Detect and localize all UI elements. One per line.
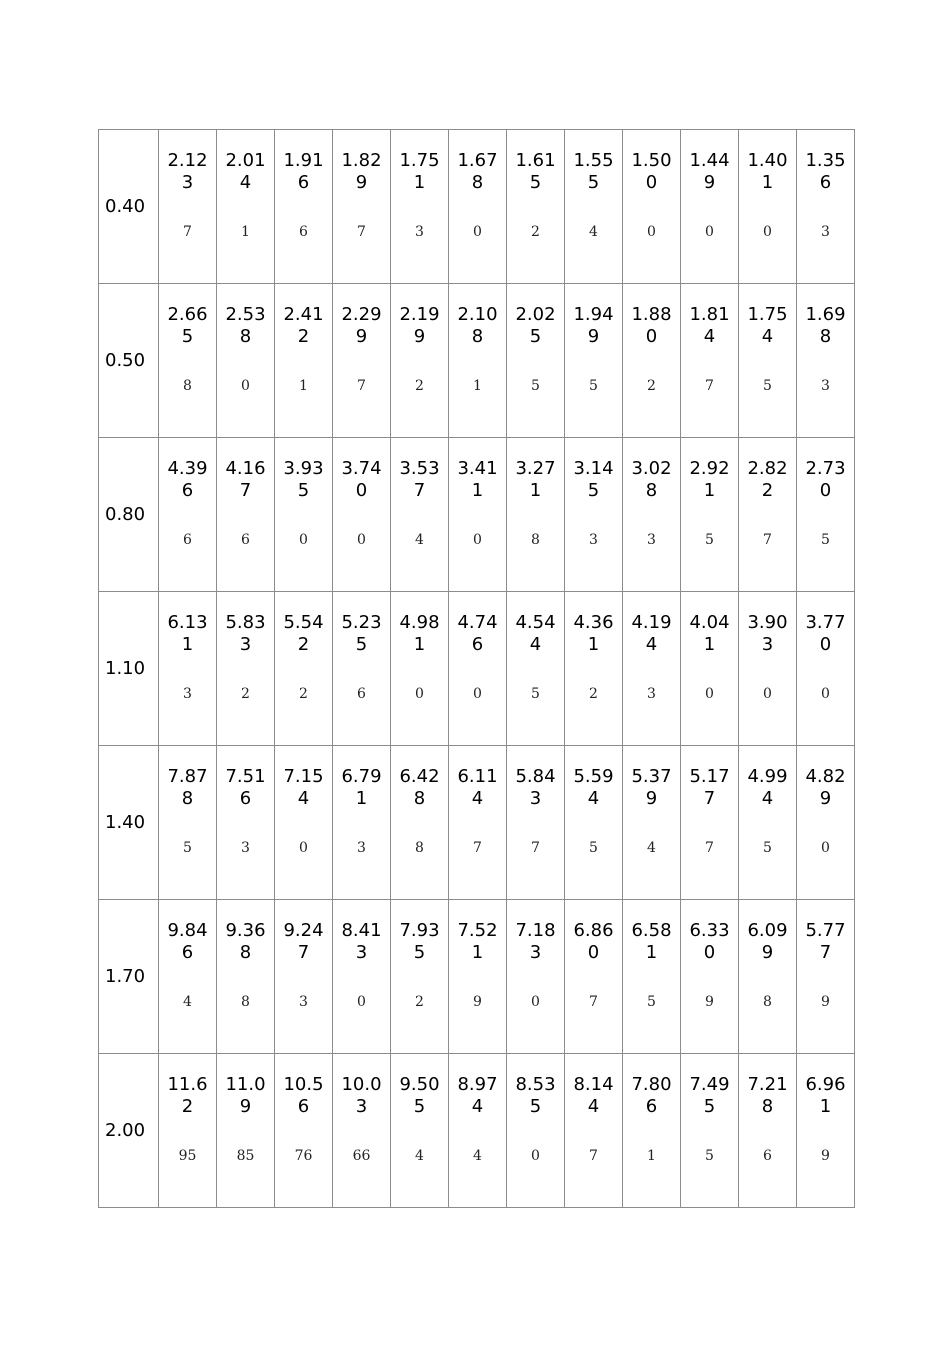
table-cell	[507, 130, 565, 284]
cell-subvalue: 5	[589, 840, 598, 856]
table-cell	[275, 438, 333, 592]
cell-value: 3.145	[573, 458, 614, 501]
table-cell	[797, 438, 855, 592]
row-label: 1.70	[99, 900, 159, 1054]
table-cell	[391, 438, 449, 592]
cell-value: 3.411	[457, 458, 498, 501]
table-body	[99, 130, 855, 1208]
cell-subvalue: 0	[705, 686, 714, 702]
table-cell	[391, 592, 449, 746]
table-cell	[797, 1054, 855, 1208]
cell-value: 3.903	[747, 612, 788, 655]
cell-value: 4.829	[805, 766, 846, 809]
cell-subvalue: 1	[241, 224, 250, 240]
cell-subvalue: 6	[241, 532, 250, 548]
cell-subvalue: 0	[357, 532, 366, 548]
cell-value: 6.581	[631, 920, 672, 963]
cell-subvalue: 3	[299, 994, 308, 1010]
cell-subvalue: 7	[705, 378, 714, 394]
table-cell	[623, 746, 681, 900]
table-cell	[449, 900, 507, 1054]
cell-value: 6.330	[689, 920, 730, 963]
cell-value: 5.594	[573, 766, 614, 809]
table-cell	[275, 592, 333, 746]
cell-value: 1.401	[747, 150, 788, 193]
cell-value: 11.62	[167, 1074, 208, 1117]
cell-subvalue: 3	[183, 686, 192, 702]
table-cell	[623, 1054, 681, 1208]
cell-subvalue: 0	[821, 840, 830, 856]
cell-subvalue: 95	[178, 1148, 197, 1164]
cell-value: 4.194	[631, 612, 672, 655]
table-cell	[797, 592, 855, 746]
table-cell	[681, 130, 739, 284]
table-cell	[275, 284, 333, 438]
table-cell	[565, 592, 623, 746]
cell-value: 3.537	[399, 458, 440, 501]
table-cell	[681, 592, 739, 746]
cell-value: 2.665	[167, 304, 208, 347]
cell-value: 1.555	[573, 150, 614, 193]
table-cell	[739, 438, 797, 592]
cell-value: 1.678	[457, 150, 498, 193]
table-row	[99, 900, 855, 1054]
cell-value: 5.235	[341, 612, 382, 655]
table-row	[99, 284, 855, 438]
cell-value: 8.413	[341, 920, 382, 963]
cell-subvalue: 0	[531, 994, 540, 1010]
cell-subvalue: 4	[647, 840, 656, 856]
table-cell	[449, 746, 507, 900]
table-cell	[217, 900, 275, 1054]
table-cell	[217, 438, 275, 592]
table-cell	[623, 284, 681, 438]
cell-value: 1.751	[399, 150, 440, 193]
cell-value: 1.500	[631, 150, 672, 193]
cell-value: 2.412	[283, 304, 324, 347]
cell-subvalue: 66	[352, 1148, 371, 1164]
table-cell	[275, 746, 333, 900]
cell-subvalue: 0	[357, 994, 366, 1010]
cell-value: 1.356	[805, 150, 846, 193]
cell-value: 4.994	[747, 766, 788, 809]
table-cell	[159, 746, 217, 900]
cell-value: 3.028	[631, 458, 672, 501]
table-cell	[217, 746, 275, 900]
table-cell	[681, 900, 739, 1054]
cell-value: 8.974	[457, 1074, 498, 1117]
cell-subvalue: 3	[357, 840, 366, 856]
cell-value: 2.822	[747, 458, 788, 501]
cell-subvalue: 9	[705, 994, 714, 1010]
cell-value: 7.183	[515, 920, 556, 963]
cell-subvalue: 0	[763, 686, 772, 702]
cell-subvalue: 5	[589, 378, 598, 394]
cell-subvalue: 3	[415, 224, 424, 240]
cell-value: 6.428	[399, 766, 440, 809]
table-cell	[623, 900, 681, 1054]
cell-subvalue: 0	[705, 224, 714, 240]
cell-subvalue: 3	[647, 686, 656, 702]
table-cell	[681, 438, 739, 592]
row-label: 0.40	[99, 130, 159, 284]
cell-value: 9.505	[399, 1074, 440, 1117]
table-cell	[797, 130, 855, 284]
cell-subvalue: 9	[821, 994, 830, 1010]
table-cell	[159, 592, 217, 746]
table-cell	[623, 438, 681, 592]
cell-value: 6.961	[805, 1074, 846, 1117]
cell-value: 1.949	[573, 304, 614, 347]
table-cell	[681, 284, 739, 438]
cell-subvalue: 5	[705, 532, 714, 548]
table-cell	[449, 438, 507, 592]
cell-subvalue: 8	[531, 532, 540, 548]
cell-value: 1.880	[631, 304, 672, 347]
table-cell	[217, 1054, 275, 1208]
cell-value: 5.177	[689, 766, 730, 809]
cell-value: 6.131	[167, 612, 208, 655]
cell-value: 5.379	[631, 766, 672, 809]
cell-subvalue: 4	[415, 532, 424, 548]
cell-subvalue: 7	[183, 224, 192, 240]
cell-subvalue: 6	[763, 1148, 772, 1164]
cell-subvalue: 8	[241, 994, 250, 1010]
cell-subvalue: 9	[473, 994, 482, 1010]
cell-value: 7.878	[167, 766, 208, 809]
table-cell	[449, 130, 507, 284]
cell-subvalue: 76	[294, 1148, 313, 1164]
cell-subvalue: 5	[763, 840, 772, 856]
table-row	[99, 438, 855, 592]
cell-subvalue: 6	[183, 532, 192, 548]
cell-value: 4.746	[457, 612, 498, 655]
cell-value: 6.099	[747, 920, 788, 963]
table-cell	[739, 1054, 797, 1208]
cell-subvalue: 5	[183, 840, 192, 856]
table-cell	[159, 1054, 217, 1208]
table-cell	[797, 746, 855, 900]
table-cell	[507, 592, 565, 746]
cell-value: 9.846	[167, 920, 208, 963]
cell-subvalue: 8	[763, 994, 772, 1010]
table-row	[99, 130, 855, 284]
table-cell	[159, 438, 217, 592]
cell-value: 6.860	[573, 920, 614, 963]
table-cell	[565, 284, 623, 438]
table-cell	[391, 130, 449, 284]
cell-value: 1.449	[689, 150, 730, 193]
cell-value: 4.396	[167, 458, 208, 501]
cell-subvalue: 5	[531, 378, 540, 394]
row-label: 1.40	[99, 746, 159, 900]
table-cell	[623, 130, 681, 284]
cell-value: 11.09	[225, 1074, 266, 1117]
table-cell	[391, 900, 449, 1054]
cell-subvalue: 4	[589, 224, 598, 240]
table-cell	[217, 284, 275, 438]
table-row	[99, 592, 855, 746]
cell-value: 5.777	[805, 920, 846, 963]
cell-value: 3.271	[515, 458, 556, 501]
table-cell	[333, 900, 391, 1054]
table-cell	[739, 284, 797, 438]
cell-subvalue: 7	[763, 532, 772, 548]
cell-subvalue: 85	[236, 1148, 255, 1164]
cell-subvalue: 1	[299, 378, 308, 394]
cell-subvalue: 2	[299, 686, 308, 702]
cell-subvalue: 0	[299, 532, 308, 548]
table-cell	[507, 438, 565, 592]
cell-value: 2.299	[341, 304, 382, 347]
cell-subvalue: 3	[821, 224, 830, 240]
cell-subvalue: 3	[241, 840, 250, 856]
cell-subvalue: 2	[647, 378, 656, 394]
cell-value: 1.916	[283, 150, 324, 193]
row-label: 1.10	[99, 592, 159, 746]
cell-value: 8.535	[515, 1074, 556, 1117]
table-cell	[159, 284, 217, 438]
cell-value: 5.833	[225, 612, 266, 655]
table-cell	[391, 284, 449, 438]
cell-value: 4.981	[399, 612, 440, 655]
cell-subvalue: 4	[183, 994, 192, 1010]
row-label: 0.80	[99, 438, 159, 592]
cell-subvalue: 8	[415, 840, 424, 856]
cell-value: 7.495	[689, 1074, 730, 1117]
table-cell	[739, 746, 797, 900]
cell-subvalue: 2	[531, 224, 540, 240]
table-cell	[507, 284, 565, 438]
table-cell	[565, 1054, 623, 1208]
table-cell	[275, 900, 333, 1054]
cell-value: 1.814	[689, 304, 730, 347]
table-cell	[333, 746, 391, 900]
cell-subvalue: 1	[647, 1148, 656, 1164]
table-cell	[217, 130, 275, 284]
cell-value: 7.935	[399, 920, 440, 963]
cell-subvalue: 0	[473, 532, 482, 548]
cell-subvalue: 4	[473, 1148, 482, 1164]
cell-value: 7.806	[631, 1074, 672, 1117]
table-cell	[565, 746, 623, 900]
table-cell	[333, 130, 391, 284]
cell-subvalue: 7	[473, 840, 482, 856]
table-cell	[159, 900, 217, 1054]
table-cell	[565, 900, 623, 1054]
table-cell	[275, 130, 333, 284]
cell-value: 10.03	[341, 1074, 382, 1117]
cell-subvalue: 0	[473, 224, 482, 240]
table-cell	[565, 130, 623, 284]
cell-subvalue: 4	[415, 1148, 424, 1164]
cell-subvalue: 5	[821, 532, 830, 548]
table-cell	[333, 1054, 391, 1208]
cell-value: 9.368	[225, 920, 266, 963]
cell-subvalue: 2	[241, 686, 250, 702]
cell-value: 1.754	[747, 304, 788, 347]
table-cell	[797, 284, 855, 438]
cell-value: 4.544	[515, 612, 556, 655]
cell-subvalue: 7	[357, 378, 366, 394]
cell-value: 7.218	[747, 1074, 788, 1117]
cell-value: 2.921	[689, 458, 730, 501]
cell-value: 1.615	[515, 150, 556, 193]
cell-subvalue: 5	[647, 994, 656, 1010]
table-cell	[333, 284, 391, 438]
table-cell	[333, 438, 391, 592]
cell-subvalue: 0	[531, 1148, 540, 1164]
cell-subvalue: 2	[415, 994, 424, 1010]
table-cell	[681, 1054, 739, 1208]
table-cell	[739, 592, 797, 746]
data-table	[98, 129, 855, 1208]
cell-subvalue: 2	[589, 686, 598, 702]
cell-subvalue: 1	[473, 378, 482, 394]
cell-subvalue: 5	[705, 1148, 714, 1164]
cell-subvalue: 0	[299, 840, 308, 856]
cell-subvalue: 6	[357, 686, 366, 702]
cell-value: 2.199	[399, 304, 440, 347]
cell-value: 6.791	[341, 766, 382, 809]
cell-value: 2.730	[805, 458, 846, 501]
cell-subvalue: 9	[821, 1148, 830, 1164]
table-cell	[681, 746, 739, 900]
table-cell	[391, 1054, 449, 1208]
cell-value: 1.829	[341, 150, 382, 193]
table-cell	[217, 592, 275, 746]
cell-subvalue: 0	[241, 378, 250, 394]
cell-value: 3.740	[341, 458, 382, 501]
cell-subvalue: 7	[589, 1148, 598, 1164]
table-cell	[275, 1054, 333, 1208]
cell-value: 5.542	[283, 612, 324, 655]
table-row	[99, 746, 855, 900]
cell-value: 3.935	[283, 458, 324, 501]
cell-subvalue: 6	[299, 224, 308, 240]
table-cell	[449, 592, 507, 746]
cell-value: 4.041	[689, 612, 730, 655]
table-cell	[739, 130, 797, 284]
cell-value: 4.361	[573, 612, 614, 655]
cell-value: 2.123	[167, 150, 208, 193]
cell-value: 9.247	[283, 920, 324, 963]
row-label: 2.00	[99, 1054, 159, 1208]
cell-subvalue: 3	[821, 378, 830, 394]
table-cell	[507, 900, 565, 1054]
cell-value: 5.843	[515, 766, 556, 809]
cell-value: 2.014	[225, 150, 266, 193]
cell-subvalue: 3	[589, 532, 598, 548]
cell-value: 3.770	[805, 612, 846, 655]
cell-value: 7.521	[457, 920, 498, 963]
cell-subvalue: 5	[763, 378, 772, 394]
cell-subvalue: 0	[647, 224, 656, 240]
table-cell	[333, 592, 391, 746]
table-cell	[797, 900, 855, 1054]
table-cell	[507, 746, 565, 900]
cell-subvalue: 7	[705, 840, 714, 856]
table-cell	[739, 900, 797, 1054]
cell-subvalue: 8	[183, 378, 192, 394]
cell-subvalue: 3	[647, 532, 656, 548]
cell-value: 1.698	[805, 304, 846, 347]
table-cell	[565, 438, 623, 592]
cell-subvalue: 7	[357, 224, 366, 240]
table-cell	[623, 592, 681, 746]
cell-subvalue: 0	[415, 686, 424, 702]
cell-subvalue: 5	[531, 686, 540, 702]
table-cell	[391, 746, 449, 900]
table-cell	[449, 1054, 507, 1208]
cell-value: 10.56	[283, 1074, 324, 1117]
cell-value: 6.114	[457, 766, 498, 809]
cell-subvalue: 7	[531, 840, 540, 856]
table-cell	[507, 1054, 565, 1208]
cell-value: 2.025	[515, 304, 556, 347]
table-cell	[449, 284, 507, 438]
cell-value: 7.516	[225, 766, 266, 809]
table-row	[99, 1054, 855, 1208]
cell-value: 8.144	[573, 1074, 614, 1117]
cell-subvalue: 2	[415, 378, 424, 394]
cell-subvalue: 0	[821, 686, 830, 702]
cell-value: 2.108	[457, 304, 498, 347]
row-label: 0.50	[99, 284, 159, 438]
cell-value: 4.167	[225, 458, 266, 501]
cell-subvalue: 7	[589, 994, 598, 1010]
cell-value: 7.154	[283, 766, 324, 809]
cell-subvalue: 0	[473, 686, 482, 702]
table-cell	[159, 130, 217, 284]
cell-value: 2.538	[225, 304, 266, 347]
cell-subvalue: 0	[763, 224, 772, 240]
